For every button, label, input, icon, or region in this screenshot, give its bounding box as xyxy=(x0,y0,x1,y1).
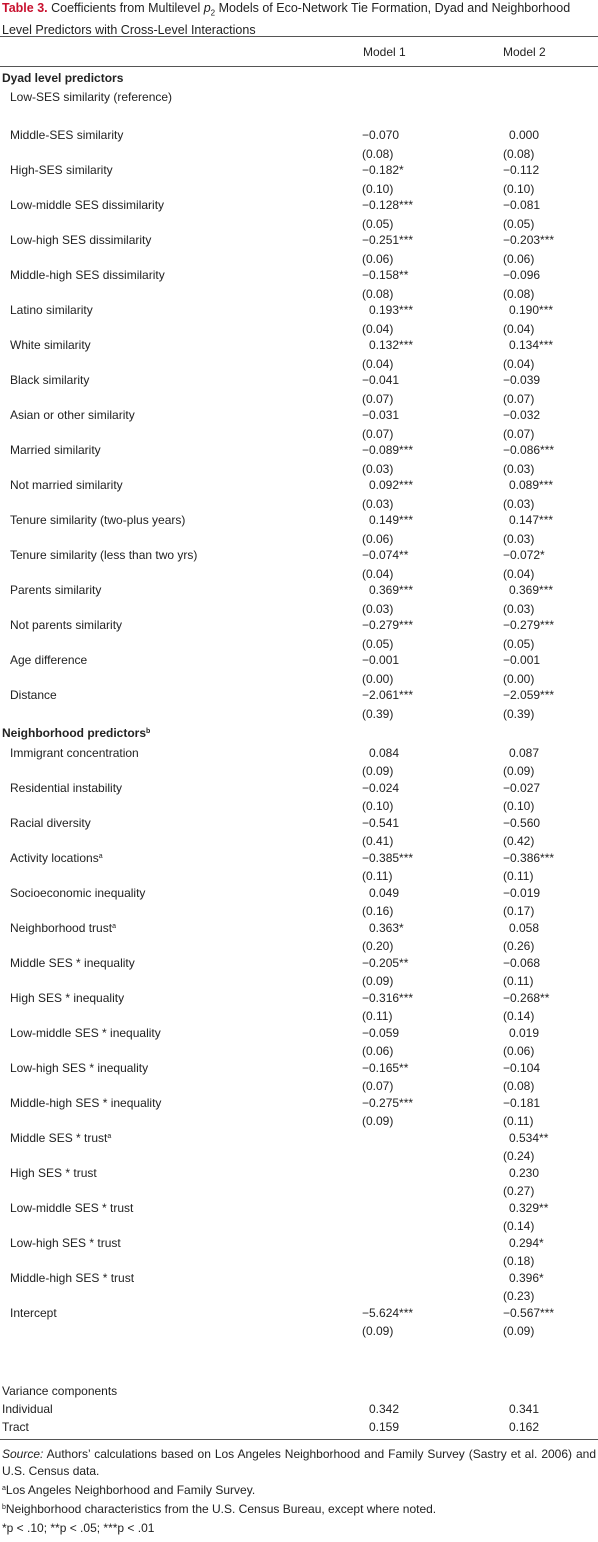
model-2-value: 0.058 xyxy=(509,921,540,935)
model-2-value: (0.10) xyxy=(503,799,535,813)
model-2-value: (0.09) xyxy=(503,1324,535,1338)
caption-text-after: Models of Eco-Network Tie Formation, Dyad and Neighborhood Level Predictors with Cross-Level Interactions xyxy=(2,1,571,37)
model-1-value: −0.165** xyxy=(362,1061,409,1075)
model-2-value: (0.23) xyxy=(503,1289,535,1303)
coefficient-row xyxy=(0,850,598,867)
coefficient-row xyxy=(0,372,598,389)
model-1-value: (0.03) xyxy=(362,497,394,511)
model-1-value: −0.128*** xyxy=(362,198,414,212)
model-2-value: (0.03) xyxy=(503,497,535,511)
model-1-value: −0.316*** xyxy=(362,991,414,1005)
model-1-value: (0.05) xyxy=(362,637,394,651)
model-1-value: (0.08) xyxy=(362,147,394,161)
model-2-value: (0.06) xyxy=(503,252,535,266)
coefficient-row xyxy=(0,745,598,762)
model-2-value: (0.17) xyxy=(503,904,535,918)
predictor-label: Married similarity xyxy=(10,443,101,457)
model-1-value: (0.00) xyxy=(362,672,394,686)
model-2-value: (0.18) xyxy=(503,1254,535,1268)
table-bottom-rule xyxy=(0,1439,598,1440)
coefficient-row xyxy=(0,127,598,144)
source-text: Authors’ calculations based on Los Angeles Neighborhood and Family Survey (Sastry et al. 2006) and U.S. Census data. xyxy=(2,1447,596,1478)
model-2-value: −0.104 xyxy=(503,1061,541,1075)
source-note xyxy=(2,1446,596,1480)
predictor-label: High SES * inequality xyxy=(10,991,125,1005)
variance-model-2: 0.162 xyxy=(509,1420,540,1434)
coefficient-row xyxy=(0,512,598,529)
coefficient-row xyxy=(0,1130,598,1147)
coefficient-row xyxy=(0,197,598,214)
standard-error-row xyxy=(0,531,598,548)
model-1-value: (0.10) xyxy=(362,799,394,813)
model-2-value: (0.08) xyxy=(503,147,535,161)
model-2-value: (0.04) xyxy=(503,322,535,336)
table-top-rule xyxy=(0,36,598,37)
model-2-value: −0.001 xyxy=(503,653,541,667)
model-1-value: (0.09) xyxy=(362,764,394,778)
coefficient-row xyxy=(0,232,598,249)
predictor-label: Low-high SES * trust xyxy=(10,1236,121,1250)
model-1-value: (0.08) xyxy=(362,287,394,301)
coefficient-row xyxy=(0,442,598,459)
variance-title-row xyxy=(0,1383,598,1400)
model-2-value: 0.000 xyxy=(509,128,540,142)
standard-error-row xyxy=(0,938,598,955)
coefficient-row xyxy=(0,1095,598,1112)
coefficient-row xyxy=(0,815,598,832)
model-2-value: −0.032 xyxy=(503,408,541,422)
model-2-value: (0.03) xyxy=(503,462,535,476)
model-2-value: (0.24) xyxy=(503,1149,535,1163)
section-title: Dyad level predictors xyxy=(2,71,124,85)
model-2-value: (0.08) xyxy=(503,1079,535,1093)
model-1-value: (0.04) xyxy=(362,322,394,336)
model-1-value: −0.089*** xyxy=(362,443,414,457)
coefficient-row xyxy=(0,582,598,599)
predictor-label: Neighborhood trust$^a$ xyxy=(10,921,116,935)
footnote-b xyxy=(2,1501,596,1518)
standard-error-row xyxy=(0,636,598,653)
footnote-a xyxy=(2,1482,596,1499)
variance-row-individual xyxy=(0,1401,598,1418)
standard-error-row xyxy=(0,1078,598,1095)
standard-error-row xyxy=(0,461,598,478)
model-2-value: (0.05) xyxy=(503,637,535,651)
model-1-value: (0.03) xyxy=(362,602,394,616)
model-1-value: −0.001 xyxy=(362,653,400,667)
standard-error-row xyxy=(0,833,598,850)
model-2-value: (0.14) xyxy=(503,1219,535,1233)
model-2-value: −0.268** xyxy=(503,991,550,1005)
predictor-label: Black similarity xyxy=(10,373,90,387)
model-2-value: −0.386*** xyxy=(503,851,555,865)
model-2-value: 0.087 xyxy=(509,746,540,760)
coefficient-row xyxy=(0,477,598,494)
model-2-value: −0.086*** xyxy=(503,443,555,457)
caption-p-sub: 2 xyxy=(210,8,216,18)
standard-error-row xyxy=(0,706,598,723)
standard-error-row xyxy=(0,1323,598,1340)
table-label: Table 3. xyxy=(2,1,48,15)
predictor-label: High SES * trust xyxy=(10,1166,97,1180)
footnote-b-mark: b xyxy=(2,1504,6,1511)
model-2-value: (0.04) xyxy=(503,567,535,581)
model-2-value: 0.230 xyxy=(509,1166,540,1180)
standard-error-row xyxy=(0,1008,598,1025)
model-1-value: 0.092*** xyxy=(369,478,414,492)
model-1-value: 0.193*** xyxy=(369,303,414,317)
model-1-value: 0.132*** xyxy=(369,338,414,352)
standard-error-row xyxy=(0,868,598,885)
model-1-value: −0.024 xyxy=(362,781,400,795)
predictor-label: Low-middle SES * trust xyxy=(10,1201,134,1215)
model-2-value: (0.10) xyxy=(503,182,535,196)
model-2-value: −0.027 xyxy=(503,781,541,795)
predictor-label: Activity locations$^a$ xyxy=(10,851,103,865)
predictor-label: Tenure similarity (less than two yrs) xyxy=(10,548,198,562)
footnote-a-text: Los Angeles Neighborhood and Family Survey. xyxy=(5,1483,256,1497)
table-caption xyxy=(2,0,596,39)
model-2-value: 0.534** xyxy=(509,1131,549,1145)
source-label: Source: xyxy=(2,1447,44,1461)
coefficient-row xyxy=(0,780,598,797)
predictor-label: Intercept xyxy=(10,1306,57,1320)
coefficient-row xyxy=(0,652,598,669)
predictor-label: Middle-high SES dissimilarity xyxy=(10,268,165,282)
model-2-value: (0.26) xyxy=(503,939,535,953)
model-2-value: 0.329** xyxy=(509,1201,549,1215)
model-2-value: (0.27) xyxy=(503,1184,535,1198)
model-1-value: −0.385*** xyxy=(362,851,414,865)
model-2-value: (0.00) xyxy=(503,672,535,686)
model-2-value: 0.369*** xyxy=(509,583,554,597)
variance-model-1: 0.159 xyxy=(369,1420,400,1434)
standard-error-row xyxy=(0,763,598,780)
coefficient-row xyxy=(0,1200,598,1217)
model-1-value: (0.16) xyxy=(362,904,394,918)
standard-error-row xyxy=(0,321,598,338)
standard-error-row xyxy=(0,1288,598,1305)
model-1-value: −5.624*** xyxy=(362,1306,414,1320)
model-1-value: (0.04) xyxy=(362,567,394,581)
predictor-label: Socioeconomic inequality xyxy=(10,886,146,900)
section-header-row xyxy=(0,725,598,742)
predictor-label: Middle-high SES * inequality xyxy=(10,1096,162,1110)
model-2-value: −0.039 xyxy=(503,373,541,387)
model-1-value: (0.11) xyxy=(362,1009,393,1023)
model-2-value: (0.04) xyxy=(503,357,535,371)
coefficient-row xyxy=(0,1165,598,1182)
model-1-value: −0.059 xyxy=(362,1026,400,1040)
variance-label: Tract xyxy=(2,1420,29,1434)
standard-error-row xyxy=(0,798,598,815)
predictor-label: Low-high SES * inequality xyxy=(10,1061,149,1075)
significance-note: *p < .10; **p < .05; ***p < .01 xyxy=(2,1521,155,1535)
model-2-value: (0.39) xyxy=(503,707,535,721)
predictor-label: Immigrant concentration xyxy=(10,746,139,760)
coefficient-row xyxy=(0,920,598,937)
model-1-value: (0.09) xyxy=(362,1114,394,1128)
standard-error-row xyxy=(0,1183,598,1200)
model-2-value: (0.05) xyxy=(503,217,535,231)
model-2-value: −0.096 xyxy=(503,268,541,282)
table-notes xyxy=(2,1446,596,1539)
model-1-value: (0.41) xyxy=(362,834,394,848)
coefficient-row xyxy=(0,337,598,354)
column-header-model-1: Model 1 xyxy=(363,45,406,59)
variance-model-1: 0.342 xyxy=(369,1402,400,1416)
coefficient-row xyxy=(0,617,598,634)
coefficient-row xyxy=(0,89,598,106)
model-1-value: −0.279*** xyxy=(362,618,414,632)
standard-error-row xyxy=(0,1253,598,1270)
model-2-value: −0.181 xyxy=(503,1096,541,1110)
footnote-marker: a xyxy=(112,923,116,930)
standard-error-row xyxy=(0,566,598,583)
model-1-value: (0.06) xyxy=(362,532,394,546)
coefficient-row xyxy=(0,1060,598,1077)
model-1-value: 0.369*** xyxy=(369,583,414,597)
coefficient-row xyxy=(0,162,598,179)
model-1-value: −0.275*** xyxy=(362,1096,414,1110)
coefficient-row xyxy=(0,407,598,424)
standard-error-row xyxy=(0,1218,598,1235)
predictor-label: Low-middle SES dissimilarity xyxy=(10,198,165,212)
standard-error-row xyxy=(0,1148,598,1165)
model-1-value: (0.09) xyxy=(362,974,394,988)
coefficient-row xyxy=(0,302,598,319)
model-2-value: (0.03) xyxy=(503,532,535,546)
model-1-value: −0.182* xyxy=(362,163,404,177)
predictor-label: Asian or other similarity xyxy=(10,408,135,422)
footnote-marker: b xyxy=(146,728,151,735)
model-2-value: −0.072* xyxy=(503,548,545,562)
standard-error-row xyxy=(0,903,598,920)
standard-error-row xyxy=(0,216,598,233)
coefficient-row xyxy=(0,1305,598,1322)
section-header-row xyxy=(0,70,598,87)
model-2-value: 0.019 xyxy=(509,1026,540,1040)
model-2-value: −0.112 xyxy=(503,163,540,177)
model-2-value: −0.081 xyxy=(503,198,541,212)
model-1-value: −0.251*** xyxy=(362,233,414,247)
standard-error-row xyxy=(0,356,598,373)
predictor-label: Middle-high SES * trust xyxy=(10,1271,135,1285)
standard-error-row xyxy=(0,496,598,513)
predictor-label: Age difference xyxy=(10,653,88,667)
predictor-label: Low-middle SES * inequality xyxy=(10,1026,161,1040)
model-1-value: (0.03) xyxy=(362,462,394,476)
model-1-value: (0.39) xyxy=(362,707,394,721)
model-1-value: 0.049 xyxy=(369,886,400,900)
model-1-value: −0.541 xyxy=(362,816,400,830)
coefficient-row xyxy=(0,1235,598,1252)
model-2-value: 0.190*** xyxy=(509,303,554,317)
predictor-label: Distance xyxy=(10,688,57,702)
standard-error-row xyxy=(0,671,598,688)
model-2-value: (0.03) xyxy=(503,602,535,616)
predictor-label: Low-SES similarity (reference) xyxy=(10,90,173,104)
predictor-label: Latino similarity xyxy=(10,303,93,317)
model-1-value: (0.10) xyxy=(362,182,394,196)
standard-error-row xyxy=(0,1113,598,1130)
coefficient-row xyxy=(0,990,598,1007)
model-1-value: (0.20) xyxy=(362,939,394,953)
model-2-value: −0.279*** xyxy=(503,618,555,632)
coefficient-row xyxy=(0,955,598,972)
model-1-value: 0.363* xyxy=(369,921,404,935)
predictor-label: Middle-SES similarity xyxy=(10,128,124,142)
predictor-label: White similarity xyxy=(10,338,91,352)
model-2-value: (0.09) xyxy=(503,764,535,778)
predictor-label: Parents similarity xyxy=(10,583,102,597)
model-1-value: −0.041 xyxy=(362,373,400,387)
coefficient-row xyxy=(0,1270,598,1287)
model-2-value: (0.07) xyxy=(503,427,535,441)
coefficient-row xyxy=(0,1025,598,1042)
caption-text-before: Coefficients from Multilevel xyxy=(47,1,204,15)
table-header-rule xyxy=(0,66,598,67)
model-1-value: −0.070 xyxy=(362,128,400,142)
model-2-value: (0.11) xyxy=(503,974,534,988)
standard-error-row xyxy=(0,1043,598,1060)
coefficient-row xyxy=(0,267,598,284)
spacer-row xyxy=(0,109,598,126)
coefficient-row xyxy=(0,547,598,564)
standard-error-row xyxy=(0,601,598,618)
model-2-value: (0.11) xyxy=(503,1114,534,1128)
standard-error-row xyxy=(0,973,598,990)
caption-p-symbol: p xyxy=(203,1,211,15)
footnote-marker: a xyxy=(107,1133,112,1140)
predictor-label: Not married similarity xyxy=(10,478,123,492)
footnote-marker: a xyxy=(98,853,103,860)
variance-row-tract xyxy=(0,1419,598,1436)
model-2-value: −0.203*** xyxy=(503,233,555,247)
model-2-value: (0.11) xyxy=(503,869,534,883)
variance-model-2: 0.341 xyxy=(509,1402,540,1416)
model-2-value: 0.089*** xyxy=(509,478,554,492)
footnote-a-mark: a xyxy=(2,1485,6,1492)
model-2-value: (0.06) xyxy=(503,1044,535,1058)
model-1-value: −0.205** xyxy=(362,956,409,970)
standard-error-row xyxy=(0,181,598,198)
predictor-label: Tenure similarity (two-plus years) xyxy=(10,513,186,527)
model-1-value: (0.07) xyxy=(362,392,394,406)
predictor-label: Racial diversity xyxy=(10,816,91,830)
model-1-value: (0.05) xyxy=(362,217,394,231)
predictor-label: Low-high SES dissimilarity xyxy=(10,233,152,247)
predictor-label: Residential instability xyxy=(10,781,123,795)
standard-error-row xyxy=(0,146,598,163)
section-title: Neighborhood predictors$^b$ xyxy=(2,726,151,740)
model-2-value: 0.147*** xyxy=(509,513,554,527)
model-2-value: −2.059*** xyxy=(503,688,555,702)
standard-error-row xyxy=(0,286,598,303)
model-2-value: (0.14) xyxy=(503,1009,535,1023)
predictor-label: Not parents similarity xyxy=(10,618,123,632)
standard-error-row xyxy=(0,391,598,408)
column-header-model-2: Model 2 xyxy=(503,45,546,59)
predictor-label: Middle SES * trust$^a$ xyxy=(10,1131,112,1145)
predictor-label: High-SES similarity xyxy=(10,163,113,177)
model-1-value: (0.07) xyxy=(362,427,394,441)
model-2-value: 0.396* xyxy=(509,1271,544,1285)
standard-error-row xyxy=(0,251,598,268)
model-1-value: (0.06) xyxy=(362,252,394,266)
model-2-value: −0.068 xyxy=(503,956,541,970)
model-1-value: 0.149*** xyxy=(369,513,414,527)
coefficient-row xyxy=(0,885,598,902)
model-2-value: (0.08) xyxy=(503,287,535,301)
variance-label: Individual xyxy=(2,1402,53,1416)
model-2-value: (0.07) xyxy=(503,392,535,406)
coefficient-row xyxy=(0,687,598,704)
model-1-value: −0.031 xyxy=(362,408,400,422)
model-2-value: 0.134*** xyxy=(509,338,554,352)
model-2-value: −0.567*** xyxy=(503,1306,555,1320)
model-1-value: −2.061*** xyxy=(362,688,414,702)
standard-error-row xyxy=(0,426,598,443)
model-2-value: 0.294* xyxy=(509,1236,544,1250)
model-1-value: (0.06) xyxy=(362,1044,394,1058)
model-1-value: (0.07) xyxy=(362,1079,394,1093)
model-1-value: (0.04) xyxy=(362,357,394,371)
model-2-value: (0.42) xyxy=(503,834,535,848)
model-1-value: −0.074** xyxy=(362,548,409,562)
model-1-value: −0.158** xyxy=(362,268,409,282)
model-1-value: 0.084 xyxy=(369,746,400,760)
footnote-b-text: Neighborhood characteristics from the U.S. Census Bureau, except where noted. xyxy=(5,1502,437,1516)
model-2-value: −0.019 xyxy=(503,886,541,900)
variance-title: Variance components xyxy=(2,1384,118,1398)
predictor-label: Middle SES * inequality xyxy=(10,956,135,970)
model-1-value: (0.11) xyxy=(362,869,393,883)
model-2-value: −0.560 xyxy=(503,816,541,830)
model-1-value: (0.09) xyxy=(362,1324,394,1338)
